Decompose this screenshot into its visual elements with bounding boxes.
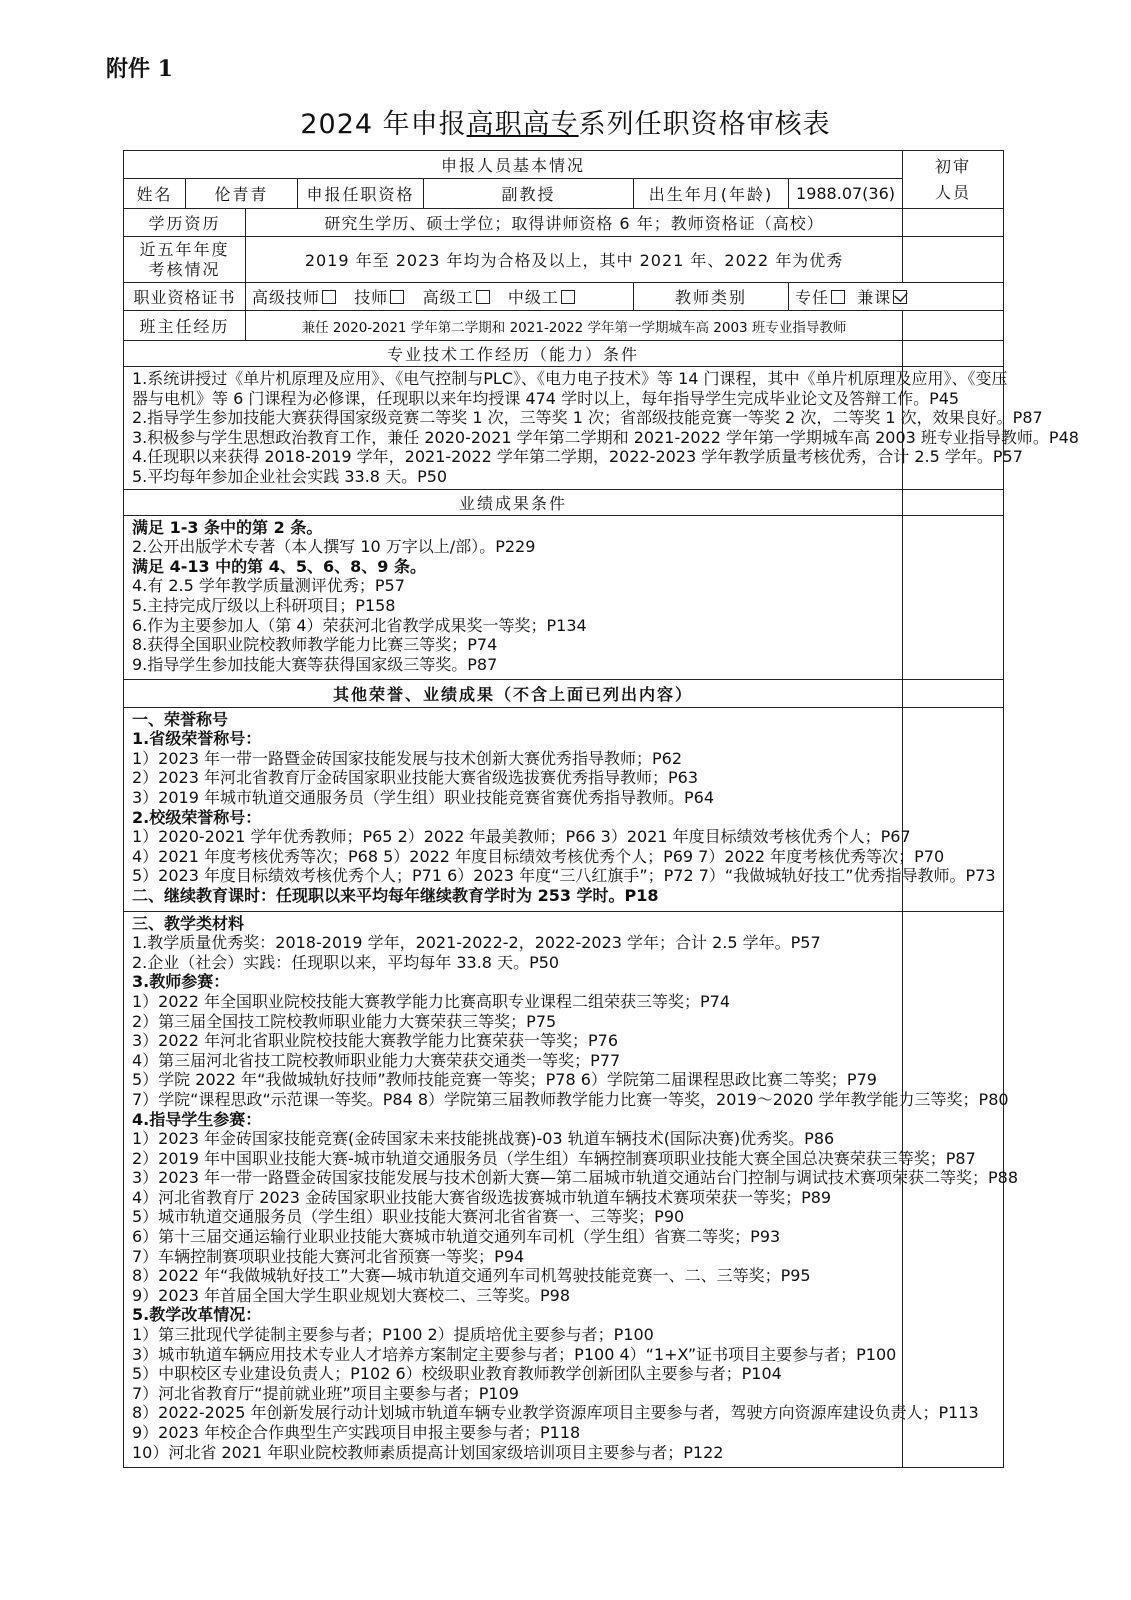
review-cell bbox=[903, 679, 1004, 707]
title-underlined: 高职高专 bbox=[466, 109, 579, 140]
review-cell bbox=[903, 489, 1004, 515]
review-cell bbox=[903, 311, 1004, 341]
teacher-type-option-label: 兼课 bbox=[857, 288, 892, 307]
teacher-type-option-fulltime[interactable] bbox=[795, 288, 845, 307]
teaching-line: 10）河北省 2021 年职业院校教师素质提高计划国家级培训项目主要参与者；P122 bbox=[132, 1442, 724, 1462]
teaching-line: 1）2023 年金砖国家技能竞赛(金砖国家未来技能挑战赛)-03 轨道车辆技术(国际决赛)优秀奖。P86 bbox=[132, 1129, 835, 1149]
teaching-line: 4）第三届河北省技工院校教师职业能力大赛荣获交通类一等奖；P77 bbox=[132, 1050, 621, 1070]
review-cell bbox=[903, 237, 1004, 283]
perf-line: 8.获得全国职业院校教师教学能力比赛三等奖；P74 bbox=[132, 635, 498, 655]
teaching-line: 6）第十三届交通运输行业职业技能大赛城市轨道交通列车司机（学生组）省赛二等奖；P93 bbox=[132, 1227, 781, 1247]
perf-line: 满足 1-3 条中的第 2 条。 bbox=[132, 517, 323, 537]
teaching-line: 1）2022 年全国职业院校技能大赛教学能力比赛高职专业课程二组荣获三等奖；P74 bbox=[132, 991, 730, 1011]
review-label-1: 初审 bbox=[935, 156, 972, 176]
name-label: 姓名 bbox=[124, 179, 186, 209]
teacher-type-option-parttime[interactable] bbox=[857, 288, 907, 307]
checked-checkbox-icon[interactable] bbox=[893, 290, 907, 304]
teaching-line: 3.教师参赛： bbox=[132, 972, 230, 992]
cert-option-label: 高级技师 bbox=[252, 288, 321, 307]
teaching-line: 7）车辆控制赛项职业技能大赛河北省预赛一等奖；P94 bbox=[132, 1246, 525, 1266]
teaching-line: 1.教学质量优秀奖：2018-2019 学年，2021-2022-2，2022-2023 学年；合计 2.5 学年。P57 bbox=[132, 933, 821, 953]
cert-option[interactable] bbox=[508, 288, 575, 307]
teaching-line: 2）2019 年中国职业技能大赛-城市轨道交通服务员（学生组）车辆控制赛项职业技能大赛全国总决赛荣获三等奖；P87 bbox=[132, 1148, 976, 1168]
pro-content bbox=[124, 367, 1079, 490]
honor-line: 3）2019 年城市轨道交通服务员（学生组）职业技能竞赛省赛优秀指导教师。P64 bbox=[132, 787, 714, 807]
pro-section-title: 专业技术工作经历（能力）条件 bbox=[124, 341, 903, 367]
teaching-line: 3）2023 年一带一路暨金砖国家技能发展与技术创新大赛—第二届城市轨道交通站台门控制与调试技术赛项荣获二等奖；P88 bbox=[132, 1168, 1018, 1188]
teaching-line: 5）城市轨道交通服务员（学生组）职业技能大赛河北省省赛一、三等奖；P90 bbox=[132, 1207, 685, 1227]
title-post: 系列任职资格审核表 bbox=[578, 109, 831, 140]
checkbox-icon[interactable] bbox=[831, 290, 845, 304]
honor-line: 一、荣誉称号 bbox=[132, 709, 229, 729]
checkbox-icon[interactable] bbox=[476, 290, 490, 304]
pro-line: 1.系统讲授过《单片机原理及应用》、《电气控制与PLC》、《电力电子技术》等 14 门课程，其中《单片机原理及应用》、《变压 bbox=[132, 369, 1008, 388]
pro-line: 2.指导学生参加技能大赛获得国家级竞赛二等奖 1 次，三等奖 1 次；省部级技能竞赛一等奖 2 次，二等奖 1 次，效果良好。P87 bbox=[132, 408, 1043, 428]
evaluation-value: 2019 年至 2023 年均为合格及以上，其中 2021 年、2022 年为优秀 bbox=[246, 237, 903, 283]
perf-content bbox=[124, 515, 903, 679]
perf-line: 6.作为主要参加人（第 4）荣获河北省教学成果奖一等奖；P134 bbox=[132, 615, 587, 635]
honor-line: 4）2021 年度考核优秀等次；P68 5）2022 年度目标绩效考核优秀个人；P69 7）2022 年度考核优秀等次；P70 bbox=[132, 846, 945, 866]
teaching-line: 3）城市轨道车辆应用技术专业人才培养方案制定主要参与者；P100 4）“1+X”证书项目主要参与者；P100 bbox=[132, 1344, 897, 1364]
perf-section-title: 业绩成果条件 bbox=[124, 489, 903, 515]
teaching-line: 8）2022-2025 年创新发展行动计划城市轨道车辆专业教学资源库项目主要参与者，驾驶方向资源库建设负责人；P113 bbox=[132, 1403, 979, 1423]
teaching-line: 4.指导学生参赛： bbox=[132, 1109, 262, 1129]
review-label-2: 人员 bbox=[935, 182, 972, 202]
honor-line: 5）2023 年度目标绩效考核优秀个人；P71 6）2023 年度“三八红旗手”；P72 7）“我做城轨好技工”优秀指导教师。P73 bbox=[132, 866, 996, 886]
perf-line: 满足 4-13 中的第 4、5、6、8、9 条。 bbox=[132, 556, 426, 576]
teaching-line: 1）第三批现代学徒制主要参与者；P100 2）提质培优主要参与者；P100 bbox=[132, 1325, 654, 1345]
review-person-header bbox=[903, 151, 1004, 209]
evaluation-label bbox=[124, 237, 246, 283]
honor-line: 2）2023 年河北省教育厅金砖国家职业技能大赛省级选拔赛优秀指导教师；P63 bbox=[132, 768, 698, 788]
evaluation-label-1: 近五年年度 bbox=[139, 239, 230, 259]
cert-option[interactable] bbox=[252, 288, 336, 307]
honor-line: 1.省级荣誉称号： bbox=[132, 729, 262, 749]
checkbox-icon[interactable] bbox=[322, 290, 336, 304]
honor-line: 1）2023 年一带一路暨金砖国家技能发展与技术创新大赛优秀指导教师；P62 bbox=[132, 748, 682, 768]
pro-line: 3.积极参与学生思想政治教育工作，兼任 2020-2021 学年第二学期和 2021-2022 学年第一学期城车高 2003 班专业指导教师。P48 bbox=[132, 427, 1079, 447]
teaching-line: 8）2022 年“我做城轨好技工”大赛—城市轨道交通列车司机驾驶技能竞赛一、二、三等奖；P95 bbox=[132, 1266, 811, 1286]
teacher-type-option-label: 专任 bbox=[795, 288, 830, 307]
teaching-content bbox=[124, 911, 1018, 1467]
teaching-line: 2.企业（社会）实践：任现职以来，平均每年 33.8 天。P50 bbox=[132, 952, 560, 972]
teaching-line: 三、教学类材料 bbox=[132, 913, 245, 933]
honor-line: 二、继续教育课时：任现职以来平均每年继续教育学时为 253 学时。P18 bbox=[132, 885, 659, 905]
cert-option-label: 技师 bbox=[354, 288, 389, 307]
title-pre: 2024 年申报 bbox=[300, 109, 467, 140]
teaching-line: 9）2023 年校企合作典型生产实践项目申报主要参与者；P118 bbox=[132, 1423, 581, 1442]
head-teacher-value: 兼任 2020-2021 学年第二学期和 2021-2022 学年第一学期城车高 2003 班专业指导教师 bbox=[246, 311, 903, 341]
teaching-line: 9）2023 年首届全国大学生职业规划大赛校二、三等奖。P98 bbox=[132, 1285, 570, 1305]
teacher-type-options bbox=[789, 283, 1004, 311]
perf-line: 9.指导学生参加技能大赛等获得国家级三等奖。P87 bbox=[132, 654, 498, 674]
teaching-line: 5.教学改革情况： bbox=[132, 1305, 262, 1325]
review-cell bbox=[903, 515, 1004, 679]
cert-option-label: 中级工 bbox=[507, 288, 559, 307]
basic-section-title: 申报人员基本情况 bbox=[124, 151, 903, 179]
teaching-line: 5）中职校区专业建设负责人；P102 6）校级职业教育教师教学创新团队主要参与者；P104 bbox=[132, 1364, 782, 1384]
teaching-line: 7）学院“课程思政“示范课一等奖。P84 8）学院第三届教师教学能力比赛一等奖，2019～2020 学年教学能力三等奖；P80 bbox=[132, 1089, 1009, 1109]
perf-line: 2.公开出版学术专著（本人撰写 10 万字以上/部）。P229 bbox=[132, 537, 536, 557]
review-form-table bbox=[123, 150, 1079, 1468]
pro-line: 器与电机》等 6 门课程为必修课，任现职以来年均授课 474 学时以上，每年指导学生完成毕业论文及答辩工作。P45 bbox=[132, 388, 960, 408]
review-cell bbox=[903, 341, 1004, 367]
pro-line: 4.任现职以来获得 2018-2019 学年，2021-2022 学年第二学期，2022-2023 学年教学质量考核优秀，合计 2.5 学年。P57 bbox=[132, 447, 1023, 467]
name-value: 伦青青 bbox=[186, 179, 298, 209]
cert-option[interactable] bbox=[354, 288, 404, 307]
teaching-line: 4）河北省教育厅 2023 金砖国家职业技能大赛省级选拔赛城市轨道车辆技术赛项荣获一等奖；P89 bbox=[132, 1187, 832, 1207]
certificate-options bbox=[246, 283, 634, 311]
pro-line: 5.平均每年参加企业社会实践 33.8 天。P50 bbox=[132, 466, 448, 486]
birth-value: 1988.07(36) bbox=[789, 179, 903, 209]
honor-line: 2.校级荣誉称号： bbox=[132, 807, 262, 827]
teaching-line: 2）第三届全国技工院校教师职业能力大赛荣获三等奖；P75 bbox=[132, 1011, 557, 1031]
education-value: 研究生学历、硕士学位；取得讲师资格 6 年；教师资格证（高校） bbox=[246, 209, 903, 237]
attachment-label: 附件 1 bbox=[106, 56, 173, 82]
other-section-title: 其他荣誉、业绩成果（不含上面已列出内容） bbox=[124, 679, 903, 707]
cert-option[interactable] bbox=[423, 288, 490, 307]
perf-line: 5.主持完成厅级以上科研项目；P158 bbox=[132, 595, 396, 615]
teaching-line: 3）2022 年河北省职业院校技能大赛教学能力比赛荣获一等奖；P76 bbox=[132, 1031, 618, 1051]
checkbox-icon[interactable] bbox=[561, 290, 575, 304]
page-title bbox=[0, 102, 1131, 141]
honors-content bbox=[124, 707, 996, 911]
certificate-label: 职业资格证书 bbox=[124, 283, 246, 311]
evaluation-label-2: 考核情况 bbox=[148, 259, 221, 279]
review-cell bbox=[903, 911, 1004, 1467]
cert-option-label: 高级工 bbox=[422, 288, 474, 307]
qualification-label: 申报任职资格 bbox=[298, 179, 424, 209]
education-label: 学历资历 bbox=[124, 209, 246, 237]
head-teacher-label: 班主任经历 bbox=[124, 311, 246, 341]
teaching-line: 5）学院 2022 年“我做城轨好技师”教师技能竞赛一等奖；P78 6）学院第二届课程思政比赛二等奖；P79 bbox=[132, 1070, 877, 1090]
teacher-type-label: 教师类别 bbox=[634, 283, 789, 311]
honor-line: 1）2020-2021 学年优秀教师；P65 2）2022 年最美教师；P66 3）2021 年度目标绩效考核优秀个人；P67 bbox=[132, 827, 911, 847]
qualification-value: 副教授 bbox=[424, 179, 634, 209]
checkbox-icon[interactable] bbox=[390, 290, 404, 304]
review-cell bbox=[903, 209, 1004, 237]
perf-line: 4.有 2.5 学年教学质量测评优秀；P57 bbox=[132, 576, 405, 596]
birth-label: 出生年月(年龄) bbox=[634, 179, 789, 209]
teaching-line: 7）河北省教育厅“提前就业班”项目主要参与者；P109 bbox=[132, 1383, 519, 1403]
